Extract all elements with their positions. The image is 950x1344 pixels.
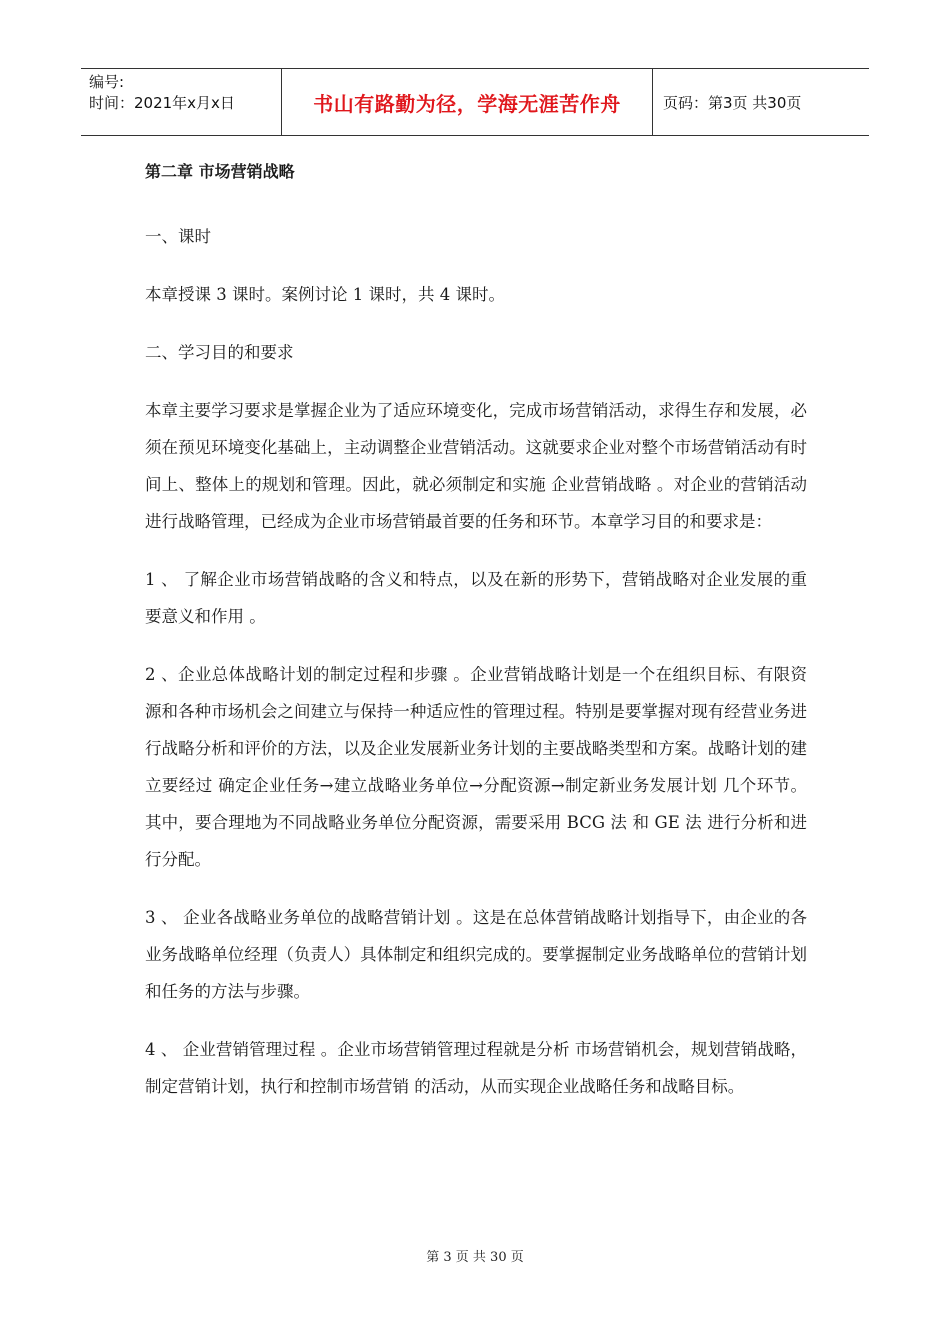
page-header	[81, 68, 869, 136]
section-heading-objectives: 二、学习目的和要求	[145, 343, 294, 362]
document-date-label: 时间：2021年x月x日	[89, 94, 235, 112]
list-item-1: 1 、 了解企业市场营销战略的含义和特点，以及在新的形势下，营销战略对企业发展的重要意义和作用 。	[145, 570, 807, 626]
document-number-label: 编号:	[89, 73, 125, 91]
list-item-3: 3 、 企业各战略业务单位的战略营销计划 。这是在总体营销战略计划指导下，由企业的各业务战略单位经理（负责人）具体制定和组织完成的。要掌握制定业务战略单位的营销计划和任务的方法与步骤。	[145, 908, 807, 1001]
chapter-title: 第二章 市场营销战略	[145, 162, 295, 181]
header-page-info: 页码：第3页 共30页	[663, 93, 802, 112]
paragraph-objectives-intro: 本章主要学习要求是掌握企业为了适应环境变化，完成市场营销活动，求得生存和发展，必须在预见环境变化基础上，主动调整企业营销活动。这就要求企业对整个市场营销活动有时间上、整体上的规划和管理。因此，就必须制定和实施 企业营销战略 。对企业的营销活动进行战略管理，已经成为企业市场营销最首要的任务和环节。本章学习目的和要求是：	[145, 401, 807, 531]
header-motto-cell	[281, 69, 653, 135]
paragraph-hours: 本章授课 3 课时。案例讨论 1 课时，共 4 课时。	[145, 285, 505, 304]
page-footer: 第 3 页 共 30 页	[426, 1250, 524, 1265]
list-item-4: 4 、 企业营销管理过程 。企业市场营销管理过程就是分析 市场营销机会，规划营销战略，制定营销计划，执行和控制市场营销 的活动，从而实现企业战略任务和战略目标。	[145, 1040, 807, 1096]
header-motto: 书山有路勤为径，学海无涯苦作舟	[313, 91, 621, 116]
section-heading-hours: 一、课时	[145, 227, 211, 246]
list-item-2: 2 、企业总体战略计划的制定过程和步骤 。企业营销战略计划是一个在组织目标、有限资源和各种市场机会之间建立与保持一种适应性的管理过程。特别是要掌握对现有经营业务进行战略分析和评价的方法，以及企业发展新业务计划的主要战略类型和方案。战略计划的建立要经过 确定企业任务→建立战略业务单位→分配资源→制定新业务发展计划 几个环节。其中，要合理地为不同战略业务单位分配资源，需要采用 BCG 法 和 GE 法 进行分析和进行分配。	[145, 665, 807, 869]
document-body	[145, 152, 807, 1126]
header-left-cell	[81, 69, 281, 135]
